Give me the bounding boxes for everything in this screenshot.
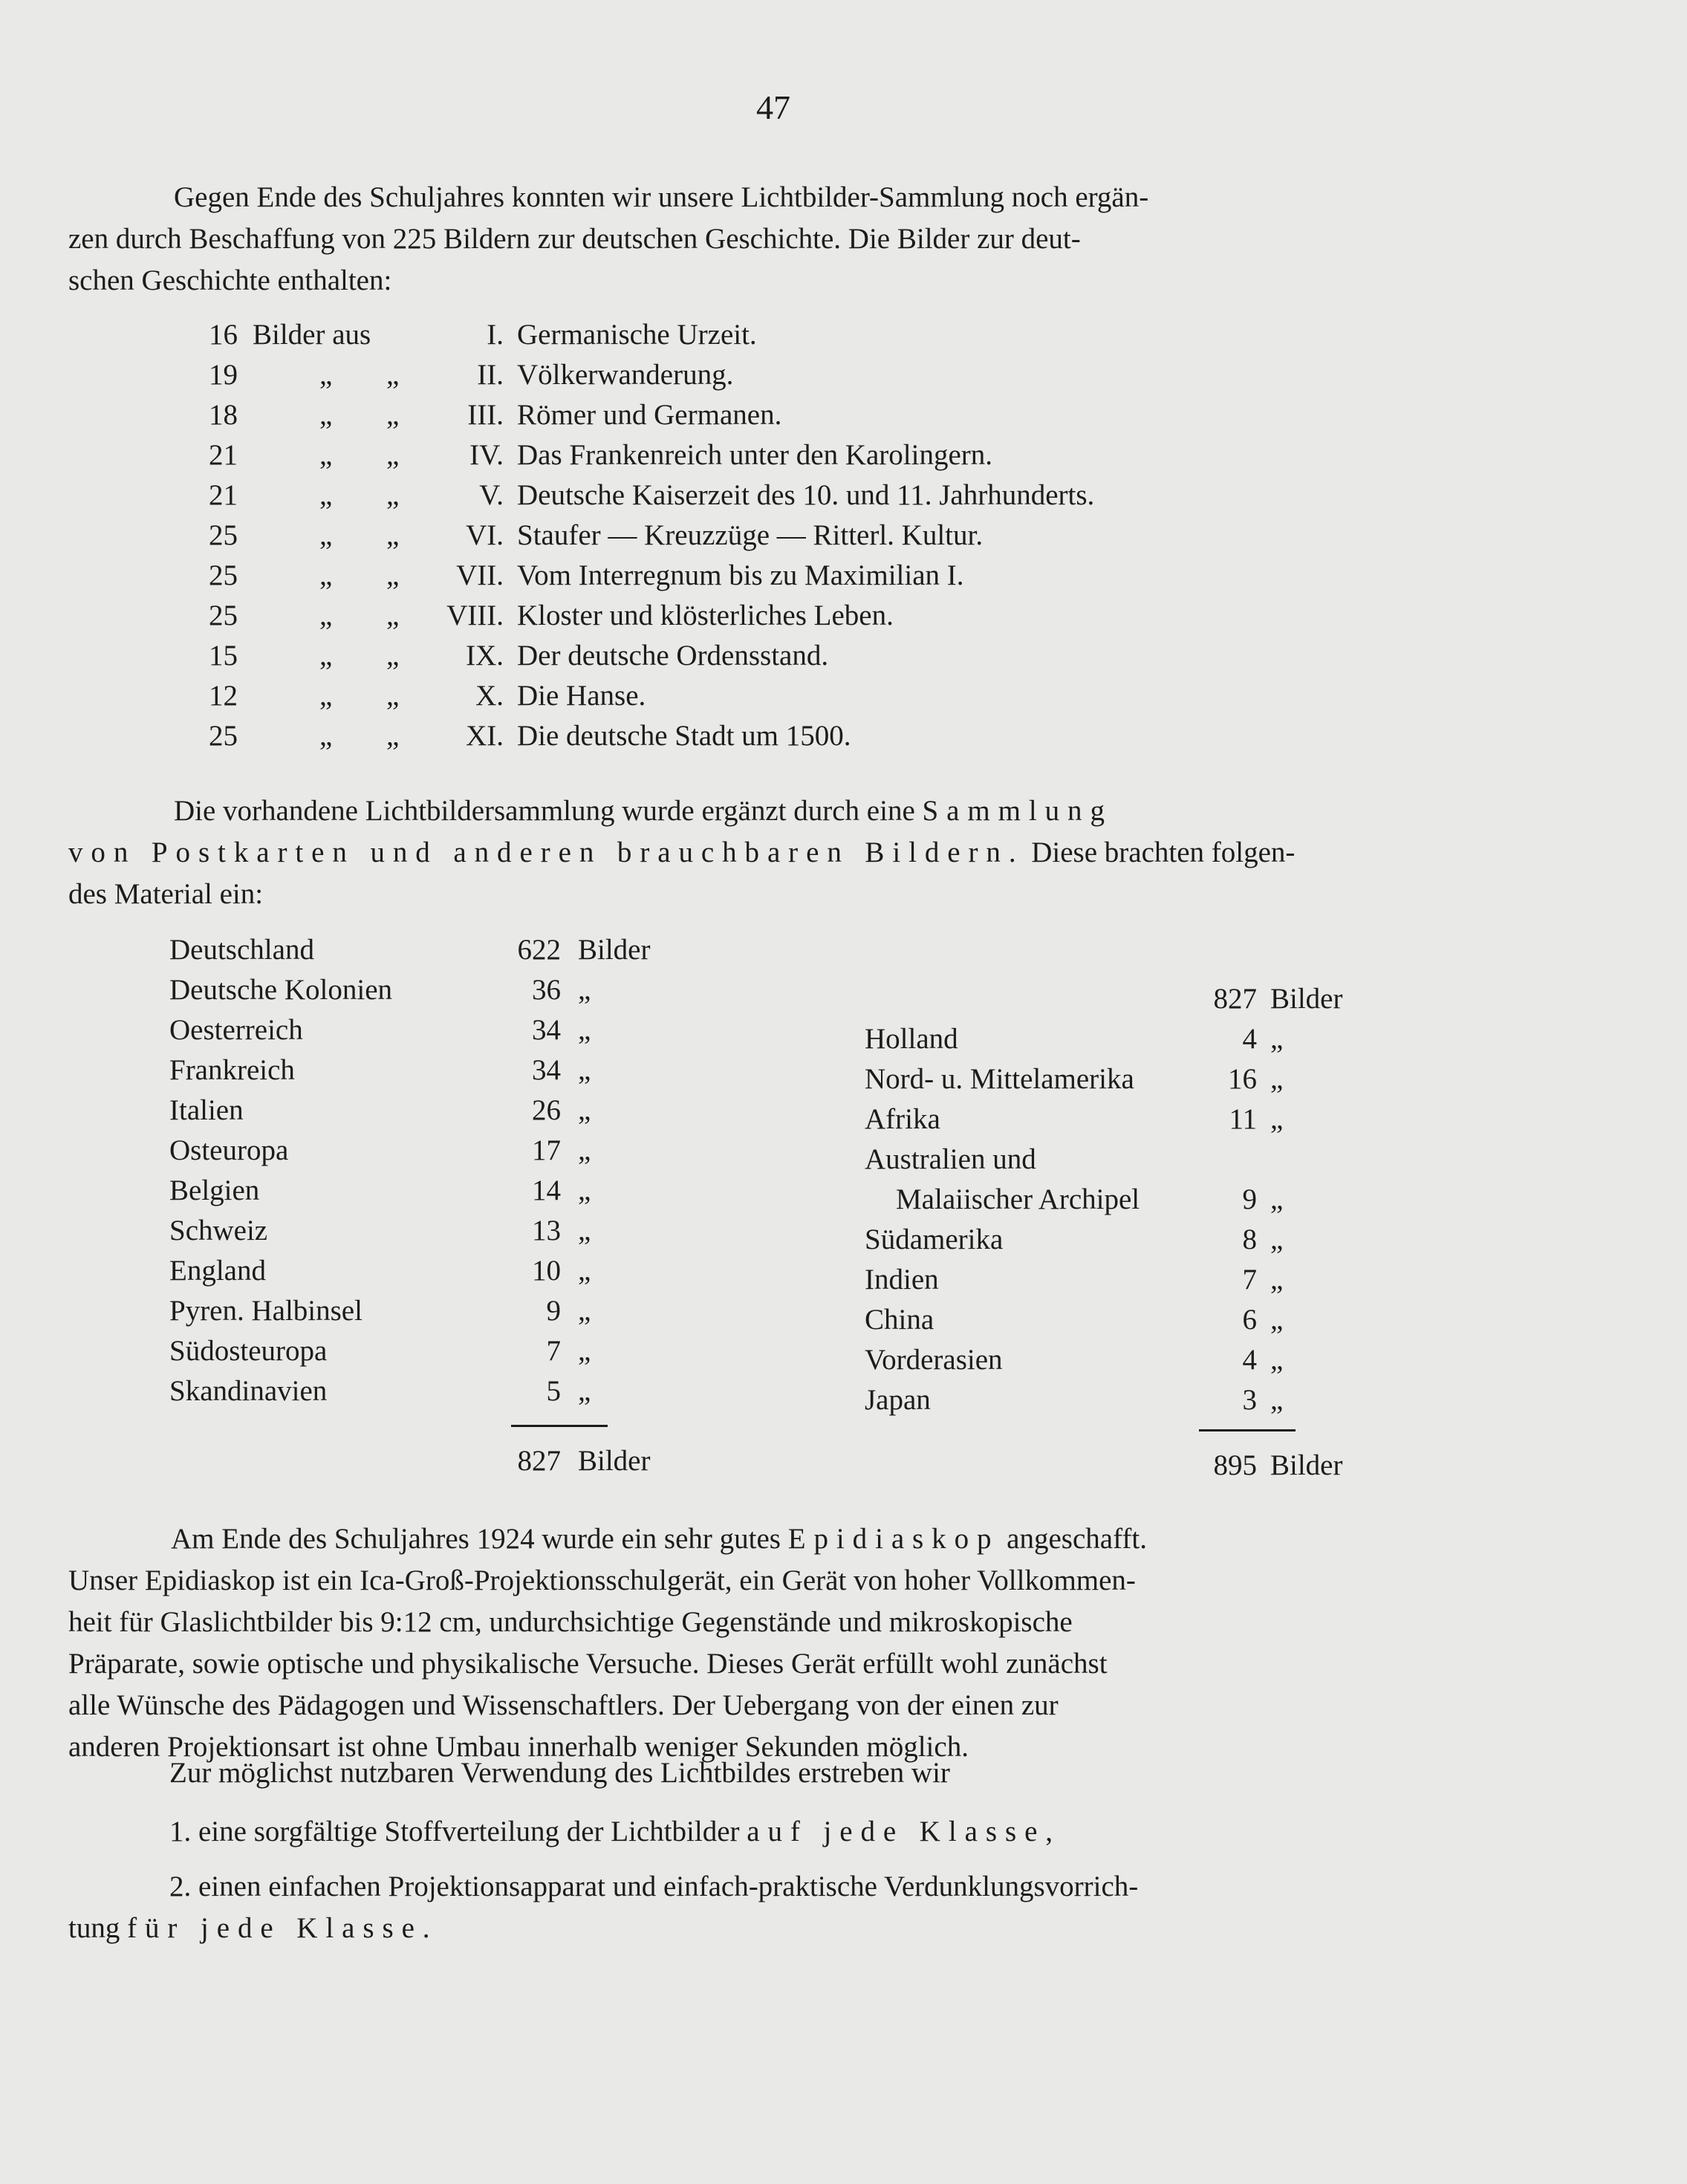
epidiaskop-line-4: Präparate, sowie optische und physikalische Versuche. Dieses Gerät erfüllt wohl zunächst bbox=[68, 1648, 1108, 1680]
country-name: Osteuropa bbox=[169, 1134, 289, 1166]
history-title: Völkerwanderung. bbox=[517, 359, 734, 391]
country-name: England bbox=[169, 1255, 266, 1287]
history-first-label: Bilder aus bbox=[253, 319, 371, 351]
epidiaskop-line-3: heit für Glaslichtbilder bis 9:12 cm, undurchsichtige Gegenstände und mikroskopische bbox=[68, 1606, 1073, 1638]
ditto-mark: „ bbox=[1270, 1183, 1284, 1215]
country-name: Oesterreich bbox=[169, 1014, 303, 1046]
history-ditto: „ bbox=[319, 399, 333, 431]
country-name: Vorderasien bbox=[865, 1344, 1003, 1376]
history-ditto: „ bbox=[386, 479, 400, 511]
history-numeral: V. bbox=[479, 479, 504, 511]
ditto-mark: „ bbox=[578, 1215, 591, 1247]
history-ditto: „ bbox=[319, 519, 333, 551]
ditto-mark: „ bbox=[578, 1174, 591, 1206]
ditto-mark: „ bbox=[578, 1094, 591, 1126]
intro-line-1: Gegen Ende des Schuljahres konnten wir unsere Lichtbilder-Sammlung noch ergän- bbox=[174, 181, 1149, 213]
country-count: 3 bbox=[1242, 1384, 1257, 1416]
ditto-mark: „ bbox=[578, 1255, 591, 1287]
history-ditto: „ bbox=[386, 359, 400, 391]
sum-rule bbox=[1199, 1429, 1296, 1431]
spaced-emphasis: für jede Klasse. bbox=[127, 1912, 438, 1944]
spaced-emphasis: auf jede Klasse, bbox=[747, 1816, 1061, 1847]
ditto-mark: „ bbox=[578, 974, 591, 1006]
history-ditto: „ bbox=[386, 720, 400, 752]
country-name: Belgien bbox=[169, 1174, 260, 1206]
ditto-mark: „ bbox=[1270, 1384, 1284, 1416]
ditto-mark: „ bbox=[1270, 1264, 1284, 1296]
history-ditto: „ bbox=[319, 680, 333, 712]
ditto-mark: „ bbox=[1270, 1223, 1284, 1255]
intro-line-2: zen durch Beschaffung von 225 Bildern zur deutschen Geschichte. Die Bilder zur deut- bbox=[68, 223, 1081, 255]
epidiaskop-line-2: Unser Epidiaskop ist ein Ica-Groß-Projektionsschulgerät, ein Gerät von hoher Vollkommen- bbox=[68, 1564, 1136, 1596]
spaced-emphasis: Epidiaskop bbox=[787, 1523, 1000, 1555]
history-ditto: „ bbox=[319, 640, 333, 672]
ditto-mark: „ bbox=[578, 1295, 591, 1327]
history-ditto: „ bbox=[386, 640, 400, 672]
history-title: Staufer — Kreuzzüge — Ritterl. Kultur. bbox=[517, 519, 984, 551]
history-count: 15 bbox=[209, 640, 238, 672]
ditto-mark: „ bbox=[578, 1375, 591, 1407]
page-number: 47 bbox=[756, 88, 790, 126]
history-ditto: „ bbox=[319, 439, 333, 471]
country-count: 34 bbox=[532, 1014, 561, 1046]
history-count: 25 bbox=[209, 519, 238, 551]
sum-rule bbox=[511, 1425, 608, 1427]
postcards-line-2: von Postkarten und anderen brauchbaren Bildern. Diese brachten folgen- bbox=[68, 836, 1296, 868]
history-ditto: „ bbox=[319, 720, 333, 752]
history-count: 19 bbox=[209, 359, 238, 391]
ditto-mark: „ bbox=[1270, 1063, 1284, 1095]
history-title: Germanische Urzeit. bbox=[517, 319, 757, 351]
country-name: Pyren. Halbinsel bbox=[169, 1295, 363, 1327]
history-count: 12 bbox=[209, 680, 238, 712]
country-name: Italien bbox=[169, 1094, 244, 1126]
country-count: 6 bbox=[1242, 1304, 1257, 1336]
history-count: 25 bbox=[209, 599, 238, 631]
unit-word: Bilder bbox=[578, 1445, 651, 1477]
intro-paragraph bbox=[68, 177, 1465, 302]
epidiaskop-line-5: alle Wünsche des Pädagogen und Wissenschaftlers. Der Uebergang von der einen zur bbox=[68, 1689, 1059, 1721]
history-numeral: IV. bbox=[469, 439, 504, 471]
country-name: Holland bbox=[865, 1023, 958, 1055]
country-count: 7 bbox=[546, 1335, 561, 1367]
country-name: Frankreich bbox=[169, 1054, 295, 1086]
postcards-line-3: des Material ein: bbox=[68, 878, 264, 910]
country-name: Deutschland bbox=[169, 934, 314, 966]
history-count: 21 bbox=[209, 439, 238, 471]
ditto-mark: „ bbox=[1270, 1304, 1284, 1336]
history-title: Der deutsche Ordensstand. bbox=[517, 640, 829, 672]
country-count: 34 bbox=[532, 1054, 561, 1086]
goal-item-2-line-1: 2. einen einfachen Projektionsapparat und einfach-praktische Verdunklungsvorrich- bbox=[169, 1871, 1139, 1902]
country-count: 4 bbox=[1242, 1023, 1257, 1055]
country-name: Malaiischer Archipel bbox=[896, 1183, 1140, 1215]
country-name: Nord- u. Mittelamerika bbox=[865, 1063, 1134, 1095]
country-count: 4 bbox=[1242, 1344, 1257, 1376]
country-count: 8 bbox=[1242, 1223, 1257, 1255]
country-count: 16 bbox=[1228, 1063, 1257, 1095]
ditto-mark: „ bbox=[578, 1335, 591, 1367]
history-title: Deutsche Kaiserzeit des 10. und 11. Jahrhunderts. bbox=[517, 479, 1095, 511]
country-count: 11 bbox=[1229, 1103, 1257, 1135]
unit-word: Bilder bbox=[578, 934, 651, 966]
country-name: Südamerika bbox=[865, 1223, 1004, 1255]
history-ditto: „ bbox=[386, 599, 400, 631]
history-ditto: „ bbox=[319, 559, 333, 591]
country-name: Deutsche Kolonien bbox=[169, 974, 393, 1006]
history-numeral: IX. bbox=[466, 640, 504, 672]
history-numeral: VIII. bbox=[446, 599, 504, 631]
history-numeral: III. bbox=[467, 399, 504, 431]
history-ditto: „ bbox=[386, 559, 400, 591]
history-count: 21 bbox=[209, 479, 238, 511]
history-title: Kloster und klösterliches Leben. bbox=[517, 599, 894, 631]
country-name: Japan bbox=[865, 1384, 931, 1416]
goal-item-2 bbox=[68, 1866, 1465, 1949]
country-count: 5 bbox=[546, 1375, 561, 1407]
ditto-mark: „ bbox=[578, 1134, 591, 1166]
right-total: 895 bbox=[1213, 1449, 1257, 1481]
ditto-mark: „ bbox=[1270, 1344, 1284, 1376]
ditto-mark: „ bbox=[1270, 1023, 1284, 1055]
unit-word: Bilder bbox=[1270, 983, 1343, 1015]
spaced-emphasis: von Postkarten und anderen brauchbaren Bildern. bbox=[68, 836, 1024, 868]
history-count: 18 bbox=[209, 399, 238, 431]
history-numeral: II. bbox=[477, 359, 504, 391]
country-name: Südosteuropa bbox=[169, 1335, 328, 1367]
country-count: 17 bbox=[532, 1134, 561, 1166]
history-ditto: „ bbox=[386, 519, 400, 551]
epidiaskop-paragraph bbox=[68, 1518, 1465, 1768]
unit-word: Bilder bbox=[1270, 1449, 1343, 1481]
epidiaskop-line-6: anderen Projektionsart ist ohne Umbau innerhalb weniger Sekunden möglich. bbox=[68, 1731, 969, 1763]
history-ditto: „ bbox=[386, 680, 400, 712]
country-count: 9 bbox=[1242, 1183, 1257, 1215]
ditto-mark: „ bbox=[578, 1014, 591, 1046]
history-numeral: VI. bbox=[466, 519, 504, 551]
country-name: China bbox=[865, 1304, 934, 1336]
ditto-mark: „ bbox=[578, 1054, 591, 1086]
history-ditto: „ bbox=[386, 439, 400, 471]
country-count: 14 bbox=[532, 1174, 561, 1206]
country-name: Schweiz bbox=[169, 1215, 268, 1247]
history-ditto: „ bbox=[319, 479, 333, 511]
country-count: 26 bbox=[532, 1094, 561, 1126]
history-title: Die deutsche Stadt um 1500. bbox=[517, 720, 851, 752]
history-numeral: XI. bbox=[466, 720, 504, 752]
epidiaskop-line-1: Am Ende des Schuljahres 1924 wurde ein sehr gutes Epidiaskop angeschafft. bbox=[171, 1523, 1147, 1555]
ditto-mark: „ bbox=[1270, 1103, 1284, 1135]
country-count: 13 bbox=[532, 1215, 561, 1247]
country-name: Indien bbox=[865, 1264, 939, 1296]
history-numeral: X. bbox=[475, 680, 504, 712]
history-numeral: I. bbox=[487, 319, 504, 351]
country-name: Afrika bbox=[865, 1103, 940, 1135]
history-numeral: VII. bbox=[456, 559, 504, 591]
history-count: 25 bbox=[209, 559, 238, 591]
left-total: 827 bbox=[517, 1445, 561, 1477]
country-name: Australien und bbox=[865, 1143, 1036, 1175]
intro-line-3: schen Geschichte enthalten: bbox=[68, 264, 392, 296]
country-count: 10 bbox=[532, 1255, 561, 1287]
carry-over-total: 827 bbox=[1213, 983, 1257, 1015]
history-count: 16 bbox=[209, 319, 238, 351]
goals-intro: Zur möglichst nutzbaren Verwendung des Lichtbildes erstreben wir bbox=[169, 1757, 950, 1789]
postcards-line-1: Die vorhandene Lichtbildersammlung wurde ergänzt durch eine Sammlung bbox=[174, 795, 1113, 827]
history-title: Römer und Germanen. bbox=[517, 399, 782, 431]
history-ditto: „ bbox=[319, 599, 333, 631]
country-count: 9 bbox=[546, 1295, 561, 1327]
country-name: Skandinavien bbox=[169, 1375, 328, 1407]
country-count: 7 bbox=[1242, 1264, 1257, 1296]
history-title: Vom Interregnum bis zu Maximilian I. bbox=[517, 559, 964, 591]
country-count: 622 bbox=[517, 934, 561, 966]
history-title: Das Frankenreich unter den Karolingern. bbox=[517, 439, 993, 471]
postcards-paragraph bbox=[68, 790, 1465, 915]
spaced-emphasis: Sammlung bbox=[922, 795, 1113, 827]
goal-item-1: 1. eine sorgfältige Stoffverteilung der Lichtbilder auf jede Klasse, bbox=[169, 1816, 1061, 1847]
history-title: Die Hanse. bbox=[517, 680, 646, 712]
goal-item-2-line-2: tung für jede Klasse. bbox=[68, 1912, 438, 1944]
history-ditto: „ bbox=[319, 359, 333, 391]
history-count: 25 bbox=[209, 720, 238, 752]
country-count: 36 bbox=[532, 974, 561, 1006]
history-ditto: „ bbox=[386, 399, 400, 431]
goals-list bbox=[169, 1811, 1465, 1853]
